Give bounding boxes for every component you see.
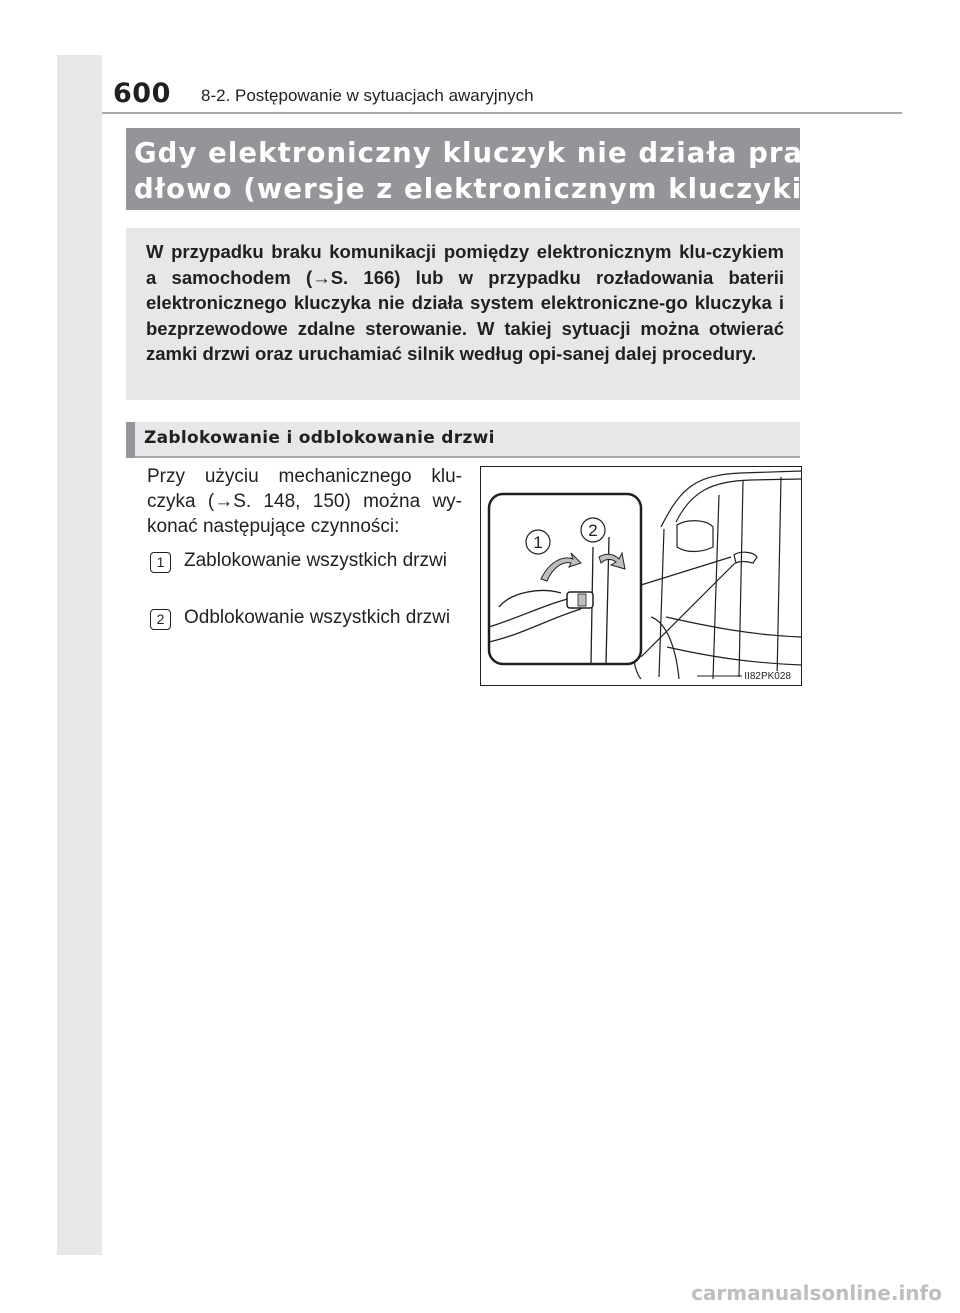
step-number-1: 1 bbox=[150, 552, 171, 573]
intro-text: W przypadku braku komunikacji pomiędzy elektronicznym klu-czykiem a samochodem (→S. 166) lub w przypadku rozładowania baterii elektronicznego kluczyka nie działa system elektroniczne-go kluczyka i bezprzewodowe zdalne sterowanie. W takiej sytuacji można otwierać zamki drzwi oraz uruchamiać silnik według opi-sanej dalej procedury. bbox=[146, 241, 784, 365]
title-box bbox=[126, 128, 866, 210]
watermark: carmanualsonline.info bbox=[691, 1281, 942, 1305]
section-body-text: Przy użyciu mechanicznego klu-czyka (→S. 148, 150) można wy-konać następujące czynności: bbox=[147, 466, 462, 537]
car-door-drawing bbox=[481, 467, 801, 685]
intro-box bbox=[126, 228, 800, 400]
step-text-2: Odblokowanie wszystkich drzwi bbox=[184, 607, 451, 628]
page-title-line-2: dłowo (wersje z elektronicznym kluczykiem) bbox=[134, 173, 866, 205]
page-title-line-1: Gdy elektroniczny kluczyk nie działa prawi- bbox=[134, 137, 853, 169]
detail-inset bbox=[489, 494, 641, 664]
section-heading bbox=[126, 422, 800, 458]
header-divider bbox=[102, 112, 902, 114]
chapter-title: 8-2. Postępowanie w sytuacjach awaryjnych bbox=[201, 86, 534, 105]
step-number-2: 2 bbox=[150, 609, 171, 630]
section-heading-label: Zablokowanie i odblokowanie drzwi bbox=[144, 428, 495, 448]
page-number: 600 bbox=[113, 78, 171, 109]
callout-1-label: 1 bbox=[533, 533, 543, 552]
figure-code: II82PK028 bbox=[744, 671, 791, 682]
callout-2-label: 2 bbox=[588, 521, 598, 540]
side-strip bbox=[57, 55, 102, 1255]
page-title bbox=[134, 135, 866, 207]
step-text-1: Zablokowanie wszystkich drzwi bbox=[184, 550, 447, 571]
section-heading-bar bbox=[126, 422, 135, 458]
door-lock-illustration bbox=[480, 466, 802, 686]
